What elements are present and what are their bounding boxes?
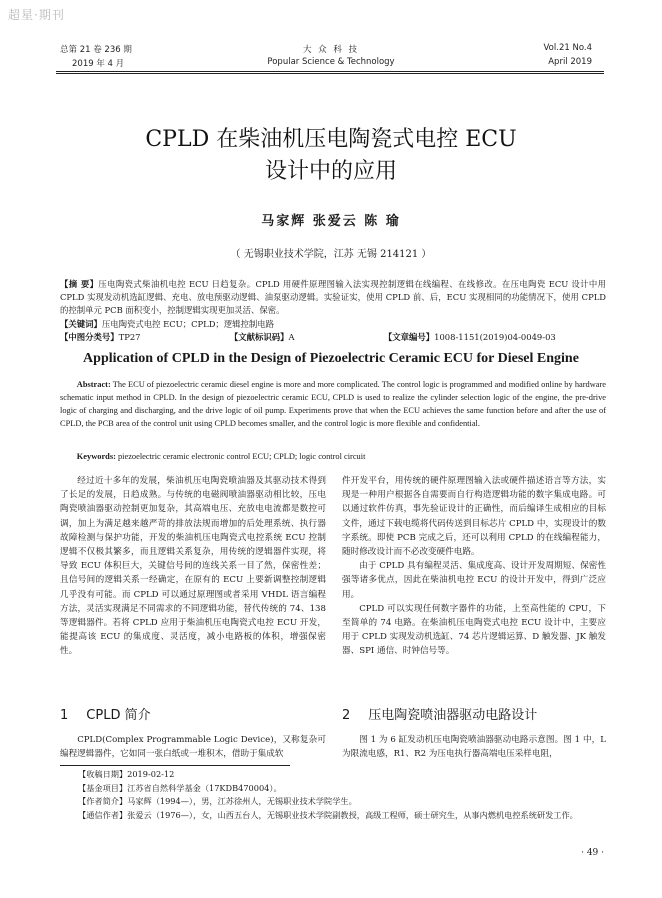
section-2-heading [342,704,606,723]
header-rule-bottom [56,73,604,74]
authors: 马家辉 张爱云 陈 瑜 [261,214,401,229]
affiliation: （ 无锡职业技术学院，江苏 无锡 214121 ） [230,249,432,260]
header-journal-cn: 大 众 科 技 [302,45,360,55]
page-number: · 49 · [581,848,604,858]
abstract-en-text: The ECU of piezoelectric ceramic diesel engine is more and more complicated. The control logic is programmed and modified online by hardware schematic input method in CPLD. In the design of piezoelectric ceramic ECU, CPLD is used to realize the cylinder selection logic of the engine, the pre-drive logic of charging and discharging, and the drive logic of oil pump. Experiments prove that when the ECU achieves the same function before and after the use of CPLD, the PCB area of the control unit using CPLD becomes smaller, and the control logic is more flexible and confidential. [60,380,606,428]
footnote-funding [78,782,606,796]
article-id-value: 1008-1151(2019)04-0049-03 [434,332,556,342]
doc-code-value: A [288,332,295,342]
abstract-cn [60,278,606,317]
section-2-title: 压电陶瓷喷油器驱动电路设计 [368,708,538,723]
footnote-corresponding-text: 张爱云（1976—），女，山西五台人，无锡职业技术学院副教授，高级工程师，硕士研究生，从事内燃机电控系统研发工作。 [127,809,578,820]
keywords-en-label: Keywords: [76,452,116,461]
header-journal-en: Popular Science & Technology [267,57,395,67]
left-column [60,474,326,659]
keywords-en [60,450,606,463]
keywords-cn-text: 压电陶瓷式电控 ECU；CPLD；逻辑控制电路 [101,319,275,329]
section-1-number: 1 [60,708,69,723]
footnote-author-text: 马家辉（1994—），男，江苏徐州人，无锡职业技术学院学生。 [127,796,357,806]
header-date: 2019 年 4 月 [72,59,125,69]
doc-code-label: 【文献标识码】 [229,332,289,342]
section-2-number: 2 [342,708,351,723]
footnote-received-label: 【收稿日期】 [78,769,128,779]
right-paragraph-1: 件开发平台，用传统的硬件原理图输入法或硬件描述语言等方法，实现是一种用户根据各自需要而自行构造逻辑功能的数字集成电路。可以通过软件仿真，事先验证设计的正确性，而后编译生成相应的目标文件，通过下载电缆将代码传送到目标芯片 CPLD 中，实现设计的数字系统。即使 PCB 完成之后，还可以利用 CPLD 的在线编程能力，随时修改设计而不必改变硬件电路。 [342,476,606,558]
article-id-label: 【文章编号】 [383,332,435,342]
footnote-rule [60,765,290,766]
keywords-cn-label: 【关键词】 [60,319,102,329]
keywords-cn [60,318,606,331]
left-column-cont [60,733,326,761]
paper-title-en: Application of CPLD in the Design of Piezoelectric Ceramic ECU for Diesel Engine [83,351,579,366]
clc-label: 【中图分类号】 [60,332,119,342]
right-paragraph-2: 由于 CPLD 具有编程灵活、集成度高、设计开发周期短、保密性强等诸多优点，因此在柴油机电控 ECU 的设计开发中，得到广泛应用。 [342,561,606,600]
header-rule-top [56,71,604,72]
footnotes [78,768,606,822]
right-column-cont [342,733,606,761]
header-volume: Vol.21 No.4 [543,43,592,53]
abstract-cn-label: 【摘 要】 [60,279,99,289]
footnote-received [78,768,606,782]
right-paragraph-3: CPLD 可以实现任何数字器件的功能，上至高性能的 CPU，下至简单的 74 电路。在柴油机压电陶瓷式电控 ECU 设计中，主要应用于 CPLD 实现发动机选缸、74 芯片逻辑运算、D 触发器、JK 触发器、SPI 通信、时钟信号等。 [342,603,606,657]
section-1-title: CPLD 简介 [86,708,151,723]
keywords-en-text: piezoelectric ceramic electronic control ECU; CPLD; logic control circuit [115,452,366,461]
watermark-logo: 超星·期刊 [8,8,65,22]
right-paragraph-4: 图 1 为 6 缸发动机压电陶瓷喷油器驱动电路示意图。图 1 中，L 为限流电感，R1、R2 为压电执行器高端电压采样电阻， [342,735,606,760]
footnote-author-label: 【作者简介】 [78,796,128,806]
cpld-intro-paragraph: CPLD(Complex Programmable Logic Device)，又称复杂可编程逻辑器件，它如同一张白纸或一堆积木，借助于集成软 [60,735,326,760]
abstract-en-label: Abstract: [76,380,111,389]
footnote-corresponding-label: 【通信作者】 [78,809,128,820]
classification-line [60,331,606,344]
paper-title-line1: CPLD 在柴油机压电陶瓷式电控 ECU [145,127,517,152]
header-issue: 总第 21 卷 236 期 [60,45,132,55]
intro-paragraph: 经过近十多年的发展，柴油机压电陶瓷喷油器及其驱动技术得到了长足的发展，日趋成熟。与传统的电磁阀喷油器驱动相比较，压电陶瓷喷油器驱动控制更加复杂，其高端电压、充放电电流都是数控可调，加上为满足越来越严苛的排放法规而增加的后处理系统、执行器故障检测与保护功能，开发的柴油机压电陶瓷式电控系统 ECU 控制逻辑不仅极其繁多，而且逻辑关系复杂，用传统的逻辑器件实现，将导致 ECU 体积巨大，关键信号间的连线关系一目了然，保密性差；且信号间的逻辑关系一经确定，在原有的 ECU 上要新调整控制逻辑几乎没有可能。而 CPLD 可以通过原理图或者采用 VHDL 语言编程方法，灵活实现满足不同需求的不同逻辑功能，替代传统的 74、138 等逻辑器件。若将 CPLD 应用于柴油机压电陶瓷式电控 ECU 开发，能提高该 ECU 的集成度、灵活度，减小电路板的体积，增强保密性。 [60,476,326,657]
footnote-funding-label: 【基金项目】 [78,782,128,793]
header-month: April 2019 [548,57,592,67]
footnote-received-text: 2019-02-12 [127,769,175,779]
abstract-cn-text: 压电陶瓷式柴油机电控 ECU 日趋复杂。CPLD 用硬件原理图输入法实现控制逻辑在线编程、在线修改。在压电陶瓷 ECU 设计中用 CPLD 实现发动机选缸逻辑、充电、放电预驱动逻辑、油泵驱动逻辑。实验证实，使用 CPLD 前、后，ECU 实现相同的功能情况下，使用 CPLD 的控制单元 PCB 面积变小，控制逻辑实现更加灵活、保密。 [60,279,606,315]
clc-value: TP27 [118,332,141,342]
footnote-funding-text: 江苏省自然科学基金（17KDB470004）。 [127,782,282,793]
section-1-heading [60,704,326,723]
paper-title-line2: 设计中的应用 [264,159,397,184]
abstract-en [60,378,606,430]
footnote-corresponding [78,809,606,823]
footnote-author [78,795,606,809]
right-column [342,474,606,659]
